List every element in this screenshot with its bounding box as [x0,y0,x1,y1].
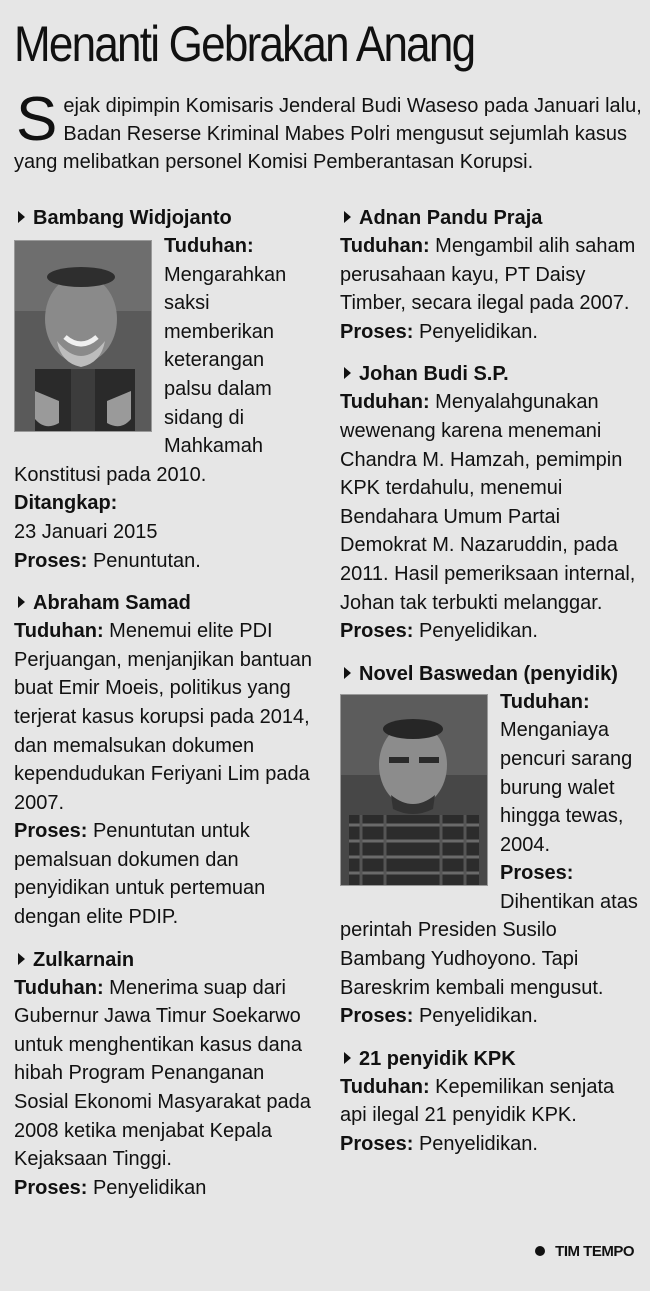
tuduhan-label: Tuduhan: [340,1075,430,1098]
intro-text: ejak dipimpin Komisaris Jenderal Budi Waseso pada Januari lalu, Badan Reserse Kriminal Mabes Polri mengusut sejumlah kasus yang melibatkan personel Komisi Pemberantasan Korupsi. [14,95,642,173]
caret-right-icon [344,211,351,223]
tuduhan-label: Tuduhan: [164,235,254,257]
entry-name: Johan Budi S.P. [340,360,640,388]
proses-label: Proses: [340,320,414,343]
entry-abraham [14,589,316,932]
proses-text: Penyelidikan [92,1176,207,1199]
tuduhan-label: Tuduhan: [500,690,590,713]
entry-novel [340,660,640,1031]
entry-johan [340,360,640,645]
proses-label: Proses: [340,1005,414,1028]
entry-name: Abraham Samad [14,589,316,617]
tuduhan-text: Mengambil alih saham perusahaan kayu, PT Daisy Timber, secara ilegal pada 2007. [340,235,636,315]
proses-text: Penuntutan. [92,549,201,572]
tuduhan-text: Mengarahkan saksi memberikan keterangan palsu dalam sidang di Mahkamah Konstitusi pada 2010. [14,263,287,486]
tuduhan-text: Menganiaya pencuri sarang burung walet hingga tewas, 2004. [500,719,633,856]
credit-line: TIM TEMPO [535,1243,634,1260]
entry-name: Novel Baswedan (penyidik) [340,660,640,688]
ditangkap-label: Ditangkap: [14,492,118,515]
photo-bambang-widjojanto [14,240,152,432]
proses-detail: Dihentikan atas perintah Presiden Susilo Bambang Yudhoyono. Tapi Bareskrim kembali mengusut. [340,890,638,999]
caret-right-icon [344,367,351,379]
caret-right-icon [344,1052,351,1064]
proses-label: Proses: [14,1176,88,1199]
tuduhan-text: Menyalahgunakan wewenang karena menemani Chandra M. Hamzah, pemimpin KPK terdahulu, menemui Bendahara Umum Partai Demokrat M. Nazaruddin, pada 2011. Hasil pemeriksaan internal, Johan tak terbukti melanggar. [340,391,636,614]
tuduhan-label: Tuduhan: [340,391,430,414]
tuduhan-label: Tuduhan: [14,976,104,999]
intro-paragraph [14,85,642,176]
entry-name: Adnan Pandu Praja [340,204,640,232]
tuduhan-text: Menerima suap dari Gubernur Jawa Timur Soekarwo untuk menghentikan kasus dana hibah Program Penanganan Sosial Ekonomi Masyarakat pada 2008 ketika menjabat Kepala Kejaksaan Tinggi. [14,976,311,1171]
proses-label: Proses: [340,1133,414,1156]
page-title: Menanti Gebrakan Anang [14,16,475,72]
entry-name: Zulkarnain [14,946,316,974]
caret-right-icon [344,667,351,679]
proses-label: Proses: [500,862,574,885]
tuduhan-text: Kepemilikan senjata api ilegal 21 penyidik KPK. [340,1075,615,1127]
tuduhan-label: Tuduhan: [340,235,430,257]
proses-text: Penyelidikan. [418,1133,538,1156]
bullet-icon [535,1246,545,1256]
caret-right-icon [18,953,25,965]
proses-label: Proses: [14,820,88,843]
entry-bambang [14,204,316,575]
right-column [340,204,640,1173]
ditangkap-date: 23 Januari 2015 [14,520,158,543]
caret-right-icon [18,211,25,223]
entry-adnan [340,204,640,346]
proses-text: Penuntutan untuk pemalsuan dokumen dan penyidikan untuk pertemuan dengan elite PDIP. [14,820,266,929]
proses-label: Proses: [14,549,88,572]
caret-right-icon [18,596,25,608]
proses-label: Proses: [340,620,414,643]
entry-21-penyidik [340,1045,640,1159]
proses-text: Penyelidikan. [418,320,538,343]
entry-name: Bambang Widjojanto [14,204,316,232]
entry-zulkarnain [14,946,316,1203]
left-column [14,204,316,1216]
tuduhan-text: Menemui elite PDI Perjuangan, menjanjikan bantuan buat Emir Moeis, politikus yang terjerat kasus korupsi pada 2014, dan memalsukan dokumen kependudukan Feriyani Lim pada 2007. [14,620,312,814]
entry-name: 21 penyidik KPK [340,1045,640,1073]
proses-text: Penyelidikan. [418,1005,538,1028]
proses-text: Penyelidikan. [418,620,538,643]
photo-novel-baswedan [340,694,488,886]
drop-cap: S [16,85,58,154]
tuduhan-label: Tuduhan: [14,620,104,643]
